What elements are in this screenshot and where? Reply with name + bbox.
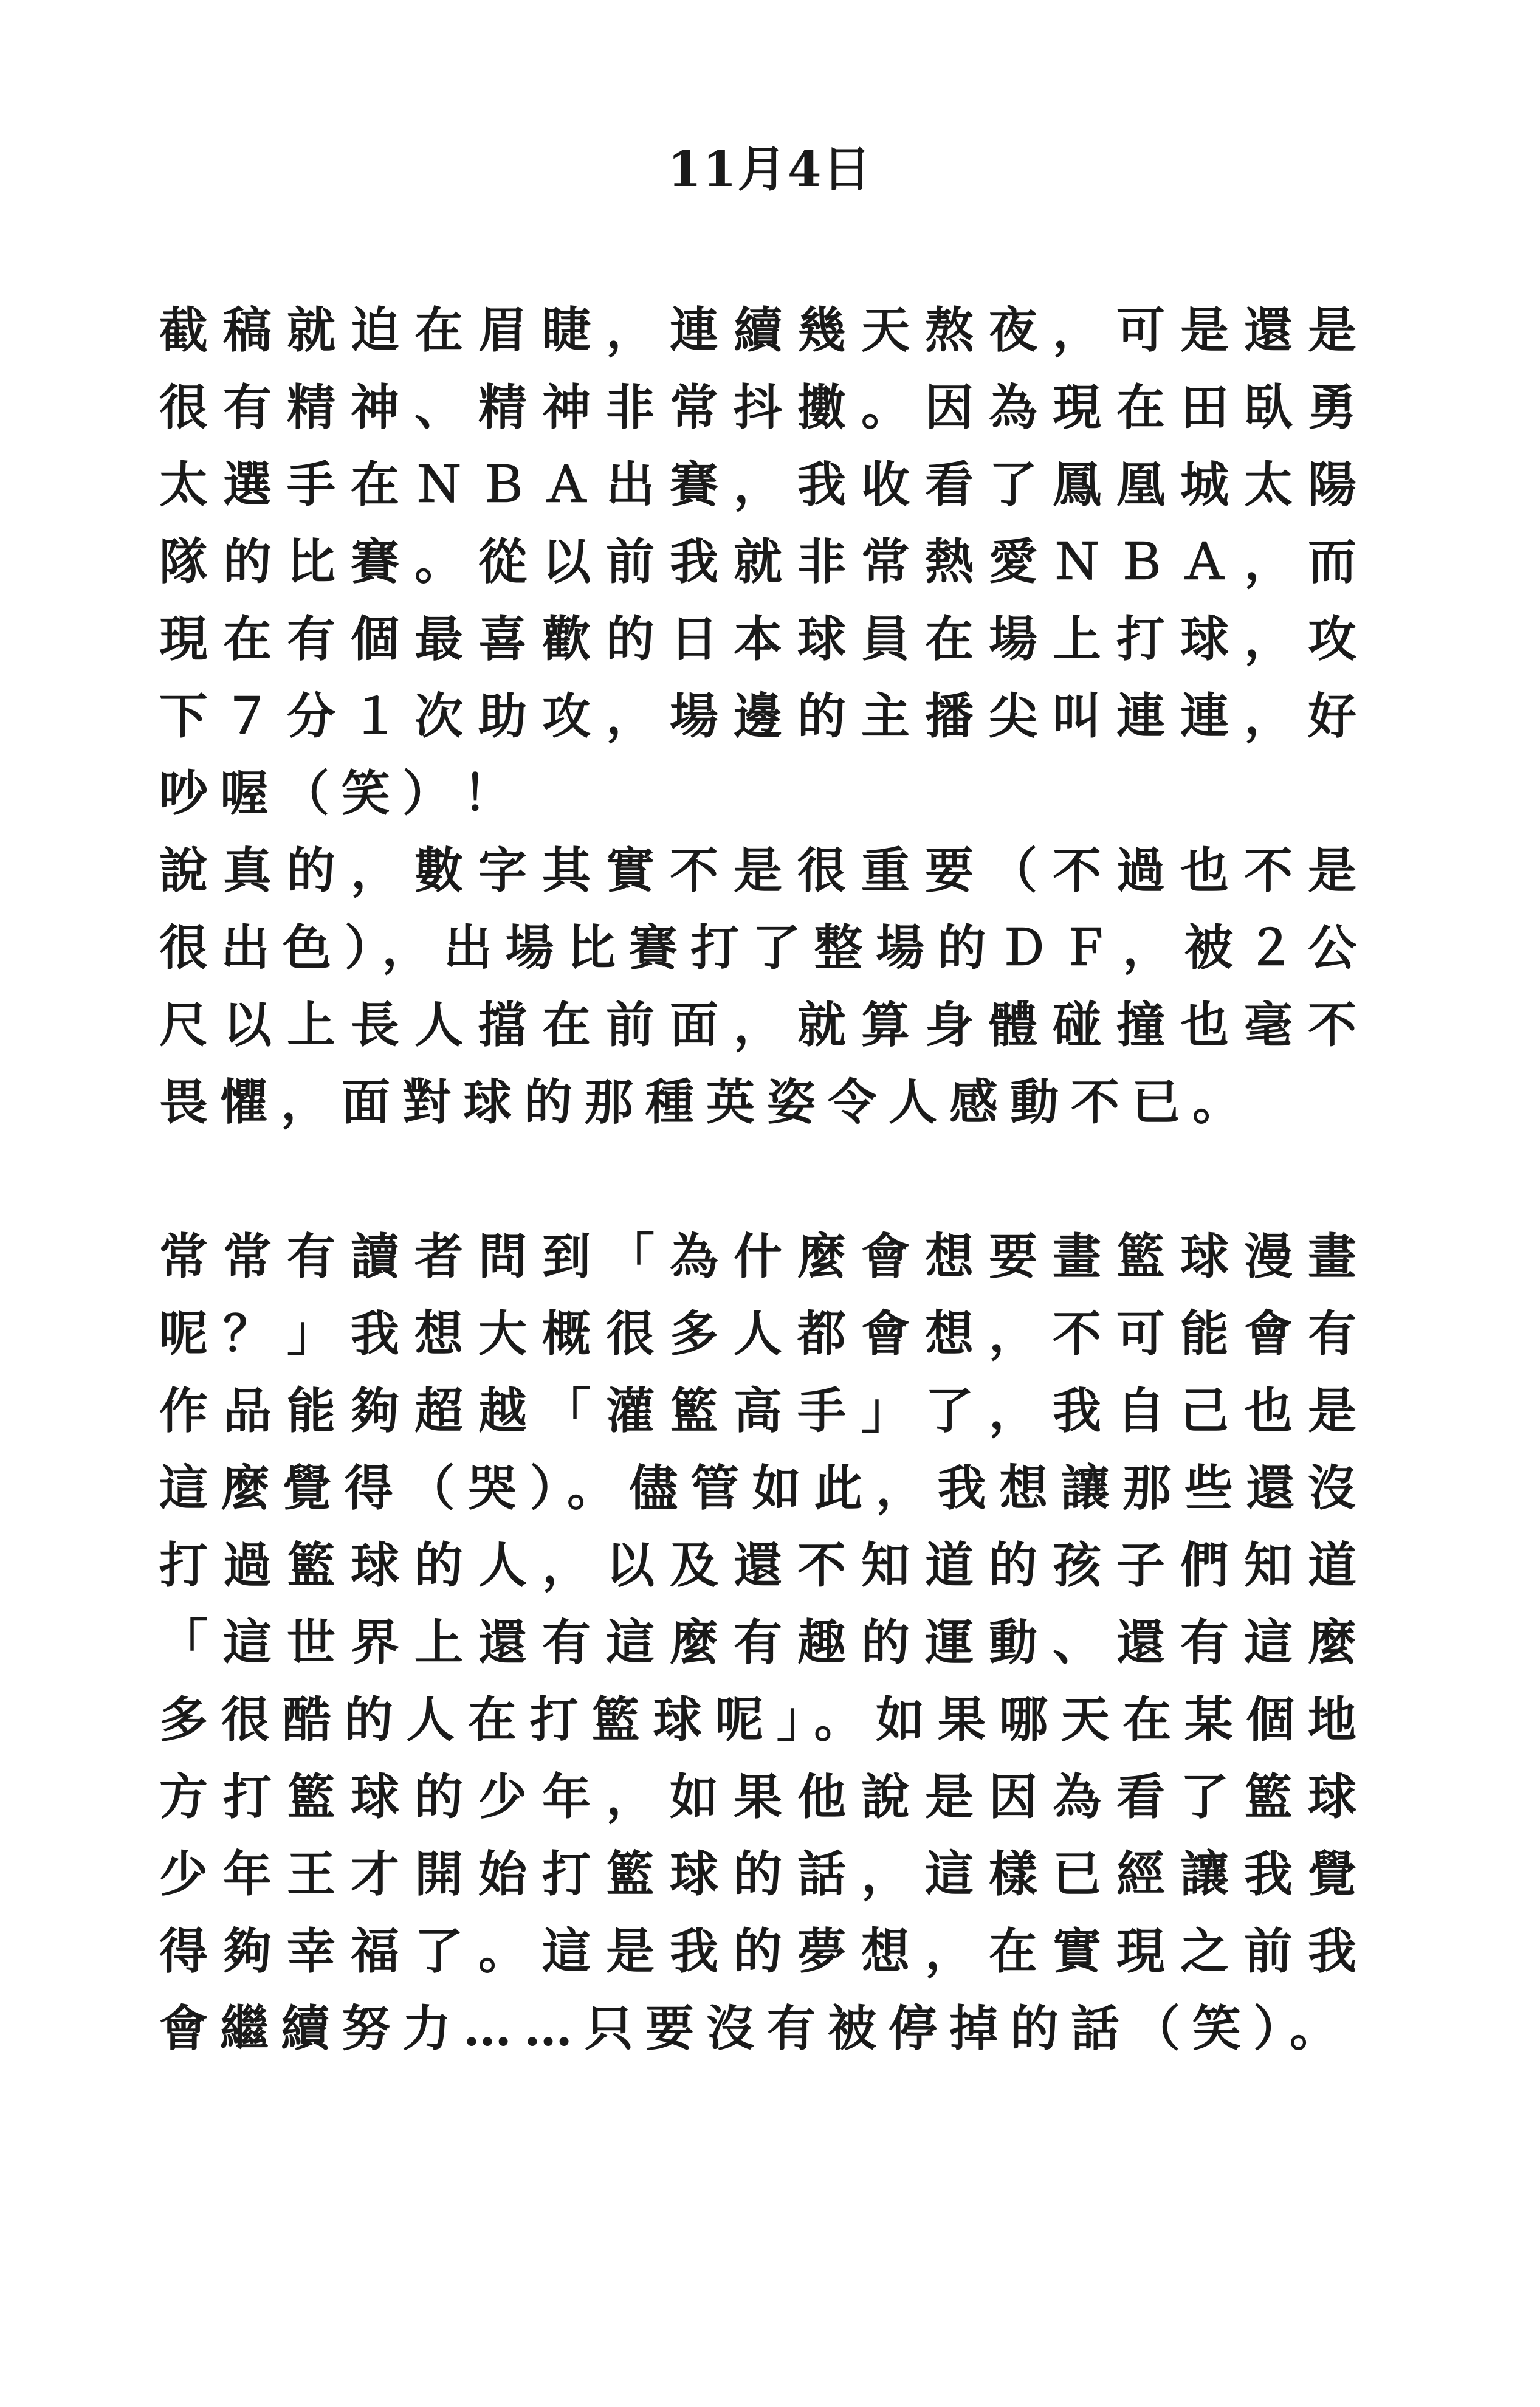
paragraph-dream: 常常有讀者問到「為什麼會想要畫籃球漫畫呢？」我想大概很多人都會想，不可能會有作品能夠超越「灌籃高手」了，我自己也是這麼覺得（哭）。儘管如此，我想讓那些還沒打過籃球的人，以及還不知道的孩子們知道「這世界上還有這麼有趣的運動、還有這麼多很酷的人在打籃球呢」。如果哪天在某個地方打籃球的少年，如果他說是因為看了籃球少年王才開始打籃球的話，這樣已經讓我覺得夠幸福了。這是我的夢想，在實現之前我會繼續努力……只要沒有被停掉的話（笑）。 [159, 1228, 1369, 2057]
paragraph-numbers: 說真的，數字其實不是很重要（不過也不是很出色），出場比賽打了整場的ＤＦ，被２公尺以上長人擋在前面，就算身體碰撞也毫不畏懼，面對球的那種英姿令人感動不已。 [159, 842, 1369, 1131]
body-text [159, 292, 1369, 2067]
paragraph-spacer [159, 1141, 1369, 1218]
page-title: 11月4日 [667, 140, 873, 198]
paragraph-deadline-nba: 截稿就迫在眉睫，連續幾天熬夜，可是還是很有精神、精神非常抖擻。因為現在田臥勇太選手在ＮＢＡ出賽，我收看了鳳凰城太陽隊的比賽。從以前我就非常熱愛ＮＢＡ，而現在有個最喜歡的日本球員在場上打球，攻下７分１次助攻，場邊的主播尖叫連連，好吵喔（笑）！ [159, 301, 1369, 822]
